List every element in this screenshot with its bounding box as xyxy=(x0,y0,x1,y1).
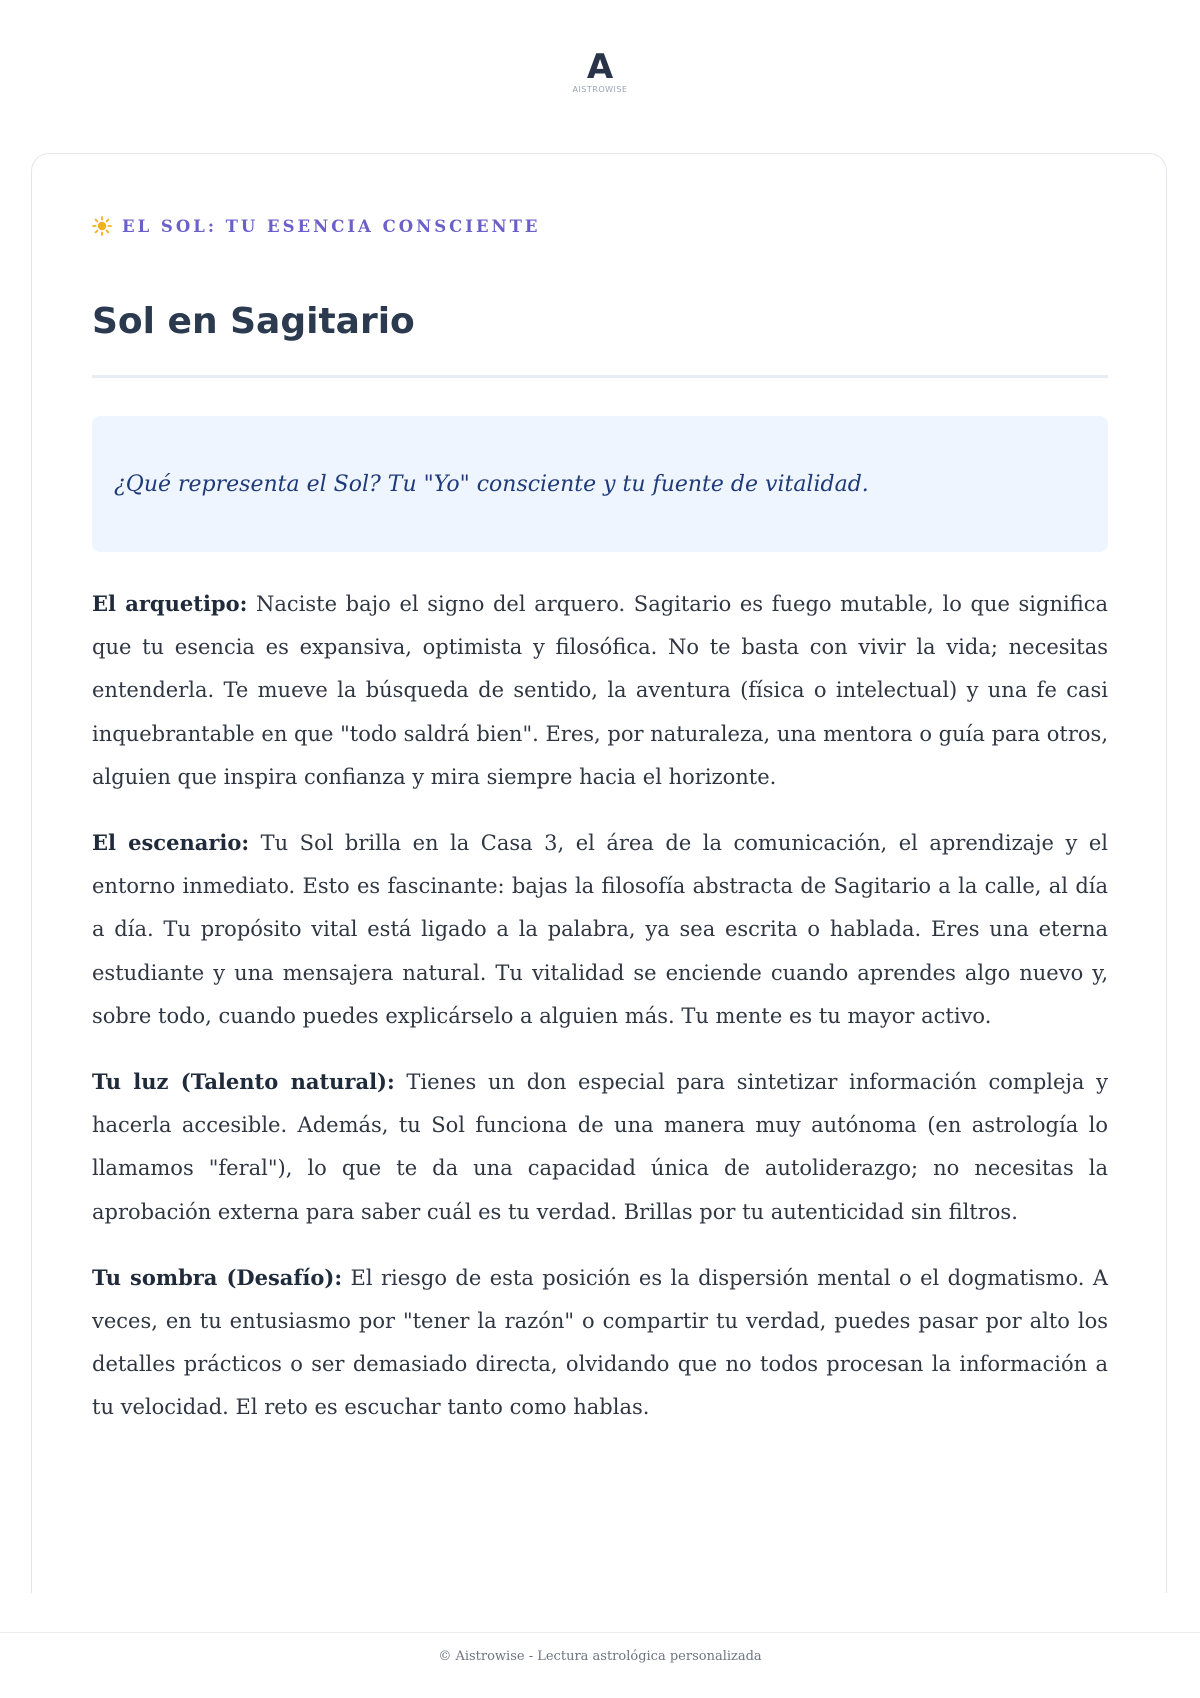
paragraph-shadow xyxy=(92,1256,1108,1430)
title-divider xyxy=(92,375,1108,378)
body-text xyxy=(92,582,1108,1452)
paragraph-body: Tu Sol brilla en la Casa 3, el área de la comunicación, el aprendizaje y el entorno inmediato. Esto es fascinante: bajas la filosofía abstracta de Sagitario a la calle, al día a día. Tu propósito vital está ligado a la palabra, ya sea escrita o hablada. Eres una eterna estudiante y una mensajera natural. Tu vitalidad se enciende cuando aprendes algo nuevo y, sobre todo, cuando puedes explicárselo a alguien más. Tu mente es tu mayor activo. xyxy=(92,831,1108,1028)
paragraph-setting xyxy=(92,821,1108,1038)
paragraph-label: Tu luz (Talento natural): xyxy=(92,1069,395,1095)
logo-mark: A xyxy=(586,47,614,87)
paragraph-body: El riesgo de esta posición es la dispersión mental o el dogmatismo. A veces, en tu entusiasmo por "tener la razón" o compartir tu verdad, puedes pasar por alto los detalles prácticos o ser demasiado directa, olvidando que no todos procesan la información a tu velocidad. El reto es escuchar tanto como hablas. xyxy=(92,1265,1108,1420)
paragraph-archetype xyxy=(92,582,1108,799)
eyebrow-label: EL SOL: TU ESENCIA CONSCIENTE xyxy=(122,216,541,236)
sun-icon xyxy=(92,216,112,236)
callout-box xyxy=(92,416,1108,552)
page-title: Sol en Sagitario xyxy=(92,301,415,342)
footer xyxy=(0,1632,1200,1698)
brand-logo xyxy=(0,47,1200,94)
logo-wordmark: AISTROWISE xyxy=(572,85,628,94)
paragraph-body: Naciste bajo el signo del arquero. Sagitario es fuego mutable, lo que significa que tu esencia es expansiva, optimista y filosófica. No te basta con vivir la vida; necesitas entenderla. Te mueve la búsqueda de sentido, la aventura (física o intelectual) y una fe casi inquebrantable en que "todo saldrá bien". Eres, por naturaleza, una mentora o guía para otros, alguien que inspira confianza y mira siempre hacia el horizonte. xyxy=(92,592,1108,789)
callout-text: ¿Qué representa el Sol? Tu "Yo" consciente y tu fuente de vitalidad. xyxy=(114,471,869,497)
footer-text: © Aistrowise - Lectura astrológica personalizada xyxy=(438,1649,762,1664)
paragraph-label: El arquetipo: xyxy=(92,591,248,616)
paragraph-label: El escenario: xyxy=(92,830,250,856)
section-eyebrow xyxy=(92,216,540,236)
paragraph-label: Tu sombra (Desafío): xyxy=(92,1264,343,1290)
paragraph-body: Tienes un don especial para sintetizar información compleja y hacerla accesible. Además, tu Sol funciona de una manera muy autónoma (en astrología lo llamamos "feral"), lo que te da una capacidad única de autoliderazgo; no necesitas la aprobación externa para saber cuál es tu verdad. Brillas por tu autenticidad sin filtros. xyxy=(92,1070,1108,1224)
paragraph-light xyxy=(92,1060,1108,1234)
